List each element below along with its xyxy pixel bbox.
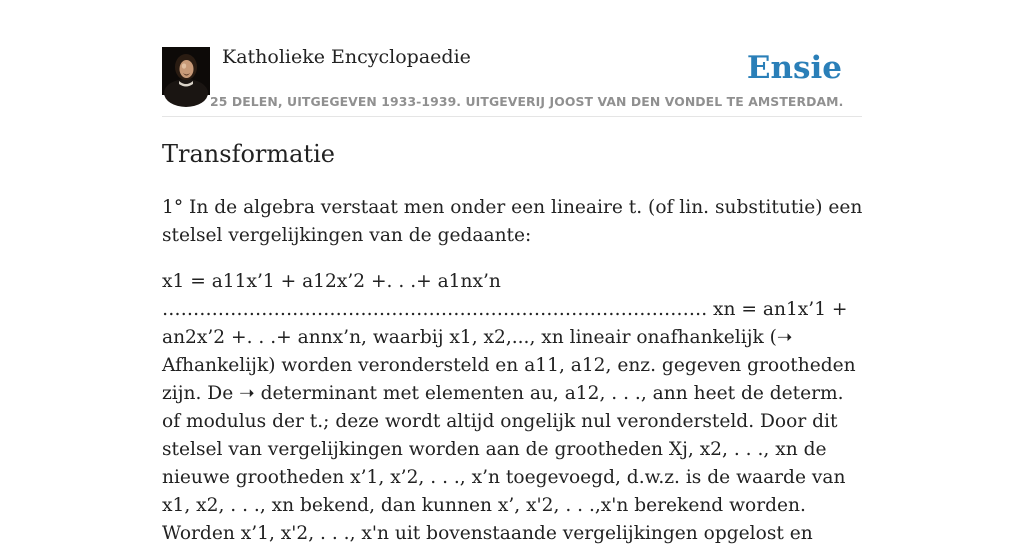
- article: [162, 138, 867, 548]
- site-header: [162, 44, 862, 117]
- source-title[interactable]: Katholieke Encyclopaedie: [222, 46, 471, 68]
- portrait-icon[interactable]: [162, 47, 210, 95]
- article-title: Transformatie: [162, 140, 335, 168]
- source-subtitle: 25 DELEN, UITGEGEVEN 1933-1939. UITGEVERIJ JOOST VAN DEN VONDEL TE AMSTERDAM.: [210, 94, 844, 109]
- article-paragraph-2: x1 = a11x’1 + a12x’2 +. . .+ a1nx’n ……………………………………………………………………………. xn = an1x’1 + an2x’2 +. . .+ annx’n, waarbij x1, x2,..., xn lineair onafhankelijk (➝ Afhankelijk) worden verondersteld en a11, a12, enz. gegeven grootheden zijn. De ➝ determinant met elementen au, a12, . . ., ann heet de determ. of modulus der t.; deze wordt altijd ongelijk nul verondersteld. Door dit stelsel van vergelijkingen worden aan de grootheden Xj, x2, . . ., xn de nieuwe grootheden x’1, x’2, . . ., x’n toegevoegd, d.w.z. is de waarde van x1, x2, . . ., xn bekend, dan kunnen x’, x'2, . . .,x'n berekend worden. Worden x’1, x'2, . . ., x'n uit bovenstaande vergelijkingen opgelost en: [162, 271, 856, 544]
- ensie-logo-link[interactable]: Ensie: [746, 50, 842, 86]
- article-paragraph-1: 1° In de algebra verstaat men onder een lineaire t. (of lin. substitutie) een stelsel vergelijkingen van de gedaante:: [162, 197, 863, 246]
